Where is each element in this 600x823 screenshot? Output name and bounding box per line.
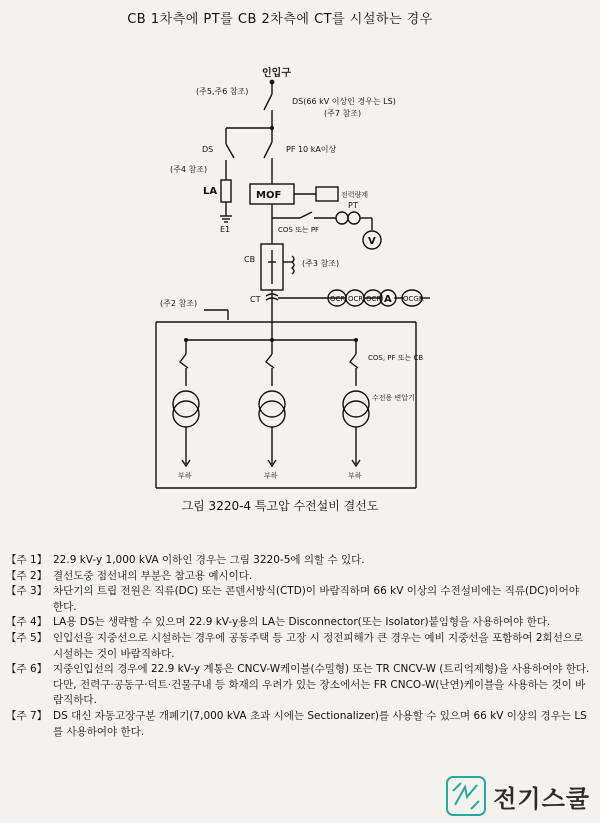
relay-gr-label: OCGR bbox=[403, 295, 424, 303]
note-tag: 【주 1】 bbox=[6, 554, 48, 566]
note-tag: 【주 5】 bbox=[6, 631, 48, 644]
ds-la-blade bbox=[226, 144, 234, 158]
pt-coil-2 bbox=[348, 212, 360, 224]
ds-main-blade bbox=[264, 94, 272, 110]
e1-label: E1 bbox=[220, 225, 231, 234]
note-4 bbox=[6, 615, 591, 631]
relay-2-label: OCR bbox=[348, 295, 364, 303]
ct-label: CT bbox=[250, 295, 261, 304]
figure-caption: 그림 3220-4 특고압 수전설비 결선도 bbox=[181, 499, 379, 513]
voltmeter-label: V bbox=[368, 236, 376, 247]
ammeter-label: A bbox=[384, 294, 392, 305]
transformer-label: 수전용 변압기 bbox=[372, 394, 415, 402]
note-3 bbox=[6, 584, 591, 615]
note-5 bbox=[6, 631, 591, 662]
note-text: 차단기의 트립 전원은 직류(DC) 또는 콘덴서방식(CTD)이 바람직하며 66 kV 이상의 수전설비에는 직류(DC)이어야 한다. bbox=[53, 585, 580, 613]
page-title: CB 1차측에 PT를 CB 2차측에 CT를 시설하는 경우 bbox=[127, 12, 433, 27]
note-1 bbox=[6, 553, 591, 569]
note-tag: 【주 6】 bbox=[6, 663, 48, 676]
load-1-label: 부하 bbox=[178, 472, 192, 480]
ds-branch-label: DS bbox=[202, 145, 214, 154]
relay-1-label: OCR bbox=[330, 295, 346, 303]
la-box bbox=[221, 180, 231, 202]
watermark-text: 전기스쿨 bbox=[493, 784, 590, 813]
cb-trip-coil bbox=[292, 256, 294, 274]
cb-label: CB bbox=[244, 255, 256, 264]
note-text: LA용 DS는 생략할 수 있으며 22.9 kV-y용의 LA는 Disconnector(또는 Isolator)붙임형을 사용하여야 한다. bbox=[53, 616, 551, 629]
note-text: 결선도중 점선내의 부분은 참고용 예시이다. bbox=[53, 569, 253, 582]
la-label: LA bbox=[203, 186, 218, 197]
watermark-logo-icon bbox=[445, 775, 487, 817]
ref-note3-label: (주3 참조) bbox=[302, 259, 340, 268]
note-6 bbox=[6, 662, 591, 709]
note-2 bbox=[6, 569, 591, 585]
note-tag: 【주 3】 bbox=[6, 585, 48, 598]
ref-note56-label: (주5,주6 참조) bbox=[196, 87, 249, 96]
inlet-label: 인입구 bbox=[262, 68, 291, 79]
feeder-3 bbox=[343, 340, 369, 466]
feeder-1 bbox=[173, 340, 199, 466]
note-text: 22.9 kV-y 1,000 kVA 이하인 경우는 그림 3220-5에 의할 수 있다. bbox=[53, 554, 365, 566]
watermark bbox=[445, 775, 590, 817]
pt-coil-1 bbox=[336, 212, 348, 224]
load-2-label: 부하 bbox=[264, 472, 278, 480]
note-tag: 【주 4】 bbox=[6, 616, 48, 629]
mof-label: MOF bbox=[256, 190, 282, 201]
note-text: 지중인입선의 경우에 22.9 kV-y 계통은 CNCV-W케이블(수밀형) 또는 TR CNCV-W (트리억제형)을 사용하여야 한다. 다만, 전력구·공동구·덕트·건물구내 등 화재의 우려가 있는 장소에서는 FR CNCO-W(난연)케이블을 사용하는 것이 바람직하다. bbox=[53, 663, 590, 707]
ref-note4-label: (주4 참조) bbox=[170, 165, 208, 174]
meter-box bbox=[316, 187, 338, 201]
note-7 bbox=[6, 709, 591, 740]
relay-3-label: OCR bbox=[366, 295, 382, 303]
note-tag: 【주 2】 bbox=[6, 569, 48, 582]
ref-note7-label: (주7 참조) bbox=[324, 109, 362, 118]
feeder-device-label: COS, PF 또는 CB bbox=[368, 354, 424, 362]
pf-label: PF 10 kA이상 bbox=[286, 145, 337, 154]
pt-label: PT bbox=[348, 201, 358, 210]
ref-note2-label: (주2 참조) bbox=[160, 299, 198, 308]
note-tag: 【주 7】 bbox=[6, 709, 48, 722]
notes-list bbox=[6, 553, 591, 740]
load-3-label: 부하 bbox=[348, 472, 362, 480]
ds-main-label: DS(66 kV 이상인 경우는 LS) bbox=[292, 97, 396, 106]
feeder-2 bbox=[259, 340, 285, 466]
note-text: DS 대신 자동고장구분 개폐기(7,000 kVA 초과 시에는 Sectionalizer)를 사용할 수 있으며 66 kV 이상의 경우는 LS를 사용하여야 한다. bbox=[53, 709, 587, 738]
cos-pf-label: COS 또는 PF bbox=[278, 226, 320, 234]
meter-label: 전력량계 bbox=[341, 191, 369, 199]
note-text: 인입선을 지중선으로 시설하는 경우에 공동주택 등 고장 시 정전피해가 큰 경우는 예비 지중선을 포함하여 2회선으로 시설하는 것이 바람직하다. bbox=[53, 631, 584, 660]
